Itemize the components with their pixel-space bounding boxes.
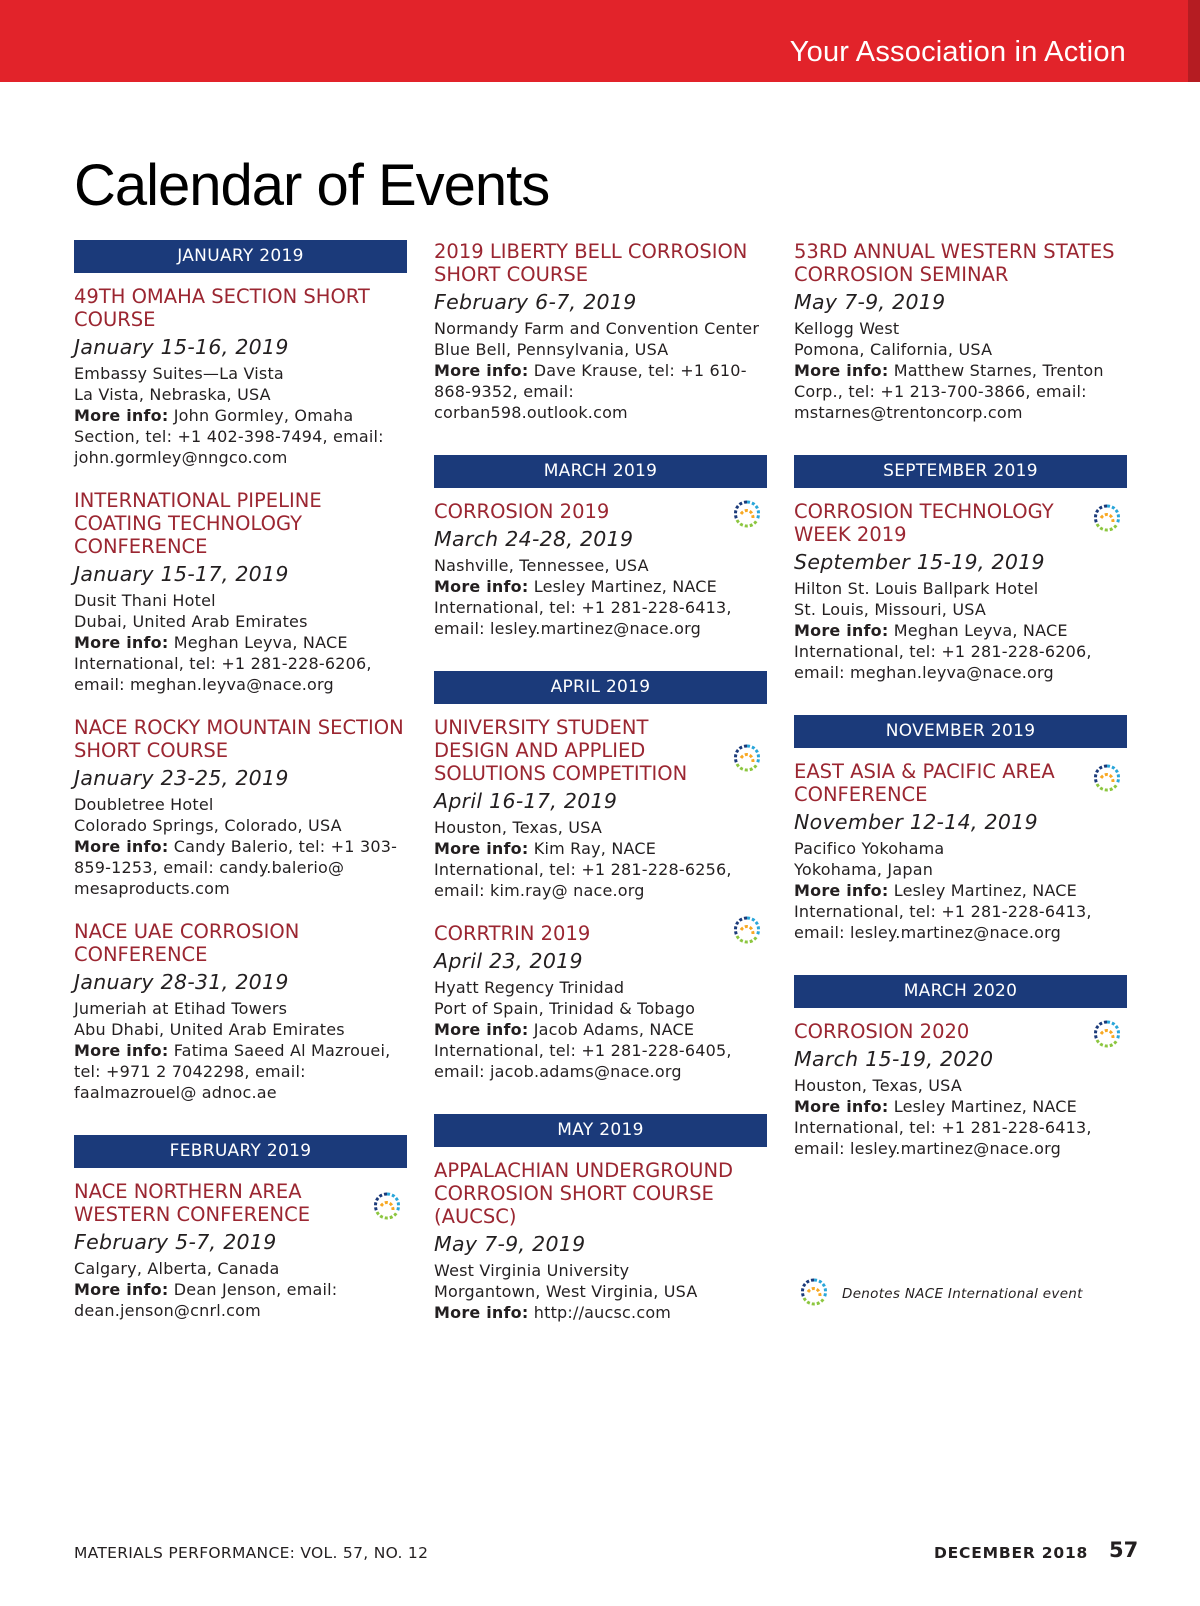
- event-student-design: [434, 716, 767, 901]
- event-title: CORRTRIN 2019: [434, 922, 591, 945]
- event-date: May 7-9, 2019: [434, 1232, 586, 1256]
- event-appalachian: [434, 1159, 767, 1323]
- event-date: January 15-17, 2019: [74, 562, 289, 586]
- event-title: NACE UAE CORROSION CONFERENCE: [74, 920, 300, 966]
- event-title: CORROSION TECHNOLOGY WEEK 2019: [794, 500, 1054, 546]
- section-label: Your Association in Action: [789, 36, 1126, 68]
- more-info-text: Dean Jenson, email: dean.jenson@cnrl.com: [74, 1280, 338, 1320]
- event-city: Calgary, Alberta, Canada: [74, 1259, 280, 1278]
- event-more-info: [794, 1096, 1127, 1159]
- more-info-label: More info:: [74, 1280, 169, 1299]
- event-city: St. Louis, Missouri, USA: [794, 600, 987, 619]
- column-2: [434, 240, 767, 1323]
- header-bar: [0, 0, 1200, 82]
- event-title: APPALACHIAN UNDERGROUND CORROSION SHORT COURSE (AUCSC): [434, 1159, 734, 1228]
- nace-logo-icon: [1087, 502, 1127, 538]
- column-1: [74, 240, 407, 1321]
- month-bar-february-2019: FEBRUARY 2019: [74, 1135, 407, 1168]
- event-liberty-bell: [434, 240, 767, 423]
- event-date: March 15-19, 2020: [794, 1047, 994, 1071]
- event-title: NACE NORTHERN AREA WESTERN CONFERENCE: [74, 1180, 311, 1226]
- more-info-label: More info:: [794, 1097, 889, 1116]
- more-info-text: Fatima Saeed Al Mazrouei, tel: +971 2 7042298, email: faalmazrouel@ adnoc.ae: [74, 1041, 391, 1102]
- event-location: [74, 590, 407, 632]
- event-northern-area: [74, 1180, 407, 1321]
- event-date: April 23, 2019: [434, 949, 583, 973]
- event-location: [434, 817, 767, 838]
- event-corrosion-technology-week: [794, 500, 1127, 683]
- event-title: NACE ROCKY MOUNTAIN SECTION SHORT COURSE: [74, 716, 404, 762]
- legend: [794, 1276, 1083, 1312]
- event-venue: Hilton St. Louis Ballpark Hotel: [794, 579, 1039, 598]
- nace-logo-icon: [1087, 1018, 1127, 1054]
- event-more-info: [434, 1019, 767, 1082]
- event-corrtrin: [434, 922, 767, 1082]
- event-date: February 5-7, 2019: [74, 1230, 277, 1254]
- event-more-info: [74, 632, 407, 695]
- event-more-info: [74, 405, 407, 468]
- more-info-label: More info:: [434, 577, 529, 596]
- more-info-text: Meghan Leyva, NACE International, tel: +1 281-228-6206, email: meghan.leyva@nace.org: [794, 621, 1092, 682]
- event-location: [794, 1075, 1127, 1096]
- footer-issue-date: DECEMBER 2018: [934, 1544, 1089, 1562]
- event-city: Port of Spain, Trinidad & Tobago: [434, 999, 696, 1018]
- event-title: CORROSION 2019: [434, 500, 610, 523]
- more-info-text: John Gormley, Omaha Section, tel: +1 402-398-7494, email: john.gormley@nngco.com: [74, 406, 384, 467]
- event-venue: Doubletree Hotel: [74, 795, 214, 814]
- more-info-label: More info:: [794, 361, 889, 380]
- month-bar-november-2019: NOVEMBER 2019: [794, 715, 1127, 748]
- event-title: 49TH OMAHA SECTION SHORT COURSE: [74, 285, 370, 331]
- event-title: 53RD ANNUAL WESTERN STATES CORROSION SEMINAR: [794, 240, 1115, 286]
- event-venue: Jumeriah at Etihad Towers: [74, 999, 288, 1018]
- month-bar-september-2019: SEPTEMBER 2019: [794, 455, 1127, 488]
- header-bar-edge: [1188, 0, 1200, 82]
- event-venue: Embassy Suites—La Vista: [74, 364, 284, 383]
- event-more-info: [434, 838, 767, 901]
- more-info-label: More info:: [74, 1041, 169, 1060]
- event-title: UNIVERSITY STUDENT DESIGN AND APPLIED SOLUTIONS COMPETITION: [434, 716, 688, 785]
- event-location: [74, 998, 407, 1040]
- more-info-link[interactable]: http://aucsc.com: [533, 1303, 672, 1322]
- event-city: Pomona, California, USA: [794, 340, 993, 359]
- event-rocky-mountain: [74, 716, 407, 899]
- event-corrosion-2020: [794, 1020, 1127, 1159]
- event-location: [434, 977, 767, 1019]
- event-location: [74, 1258, 407, 1279]
- event-location: [794, 318, 1127, 360]
- event-more-info: [794, 880, 1127, 943]
- more-info-text: Lesley Martinez, NACE International, tel: +1 281-228-6413, email: lesley.martinez@nace.org: [794, 1097, 1092, 1158]
- event-more-info: [794, 620, 1127, 683]
- event-more-info: [434, 576, 767, 639]
- event-venue: West Virginia University: [434, 1261, 630, 1280]
- event-venue: Normandy Farm and Convention Center: [434, 319, 760, 338]
- more-info-text: Dave Krause, tel: +1 610-868-9352, email: corban598.outlook.com: [434, 361, 747, 422]
- footer-publication: MATERIALS PERFORMANCE: VOL. 57, NO. 12: [74, 1544, 429, 1562]
- event-title: INTERNATIONAL PIPELINE COATING TECHNOLOGY CONFERENCE: [74, 489, 322, 558]
- event-title: 2019 LIBERTY BELL CORROSION SHORT COURSE: [434, 240, 748, 286]
- event-location: [434, 1260, 767, 1302]
- more-info-text: Meghan Leyva, NACE International, tel: +1 281-228-6206, email: meghan.leyva@nace.org: [74, 633, 372, 694]
- event-corrosion-2019: [434, 500, 767, 639]
- event-city: Abu Dhabi, United Arab Emirates: [74, 1020, 345, 1039]
- month-bar-may-2019: MAY 2019: [434, 1114, 767, 1147]
- event-city: Yokohama, Japan: [794, 860, 934, 879]
- nace-logo-icon: [1087, 762, 1127, 798]
- event-city: Houston, Texas, USA: [434, 818, 602, 837]
- legend-text: Denotes NACE International event: [842, 1286, 1083, 1302]
- column-3: [794, 240, 1127, 1159]
- event-venue: Hyatt Regency Trinidad: [434, 978, 625, 997]
- event-city: Morgantown, West Virginia, USA: [434, 1282, 698, 1301]
- event-date: January 15-16, 2019: [74, 335, 289, 359]
- nace-logo-icon: [727, 914, 767, 950]
- event-venue: Kellogg West: [794, 319, 900, 338]
- page-number: 57: [1109, 1538, 1139, 1562]
- event-pipeline: [74, 489, 407, 695]
- more-info-text: Matthew Starnes, Trenton Corp., tel: +1 213-700-3866, email: mstarnes@trentoncorp.com: [794, 361, 1104, 422]
- event-date: May 7-9, 2019: [794, 290, 946, 314]
- event-more-info: [794, 360, 1127, 423]
- event-western-states: [794, 240, 1127, 423]
- event-city: Dubai, United Arab Emirates: [74, 612, 308, 631]
- event-more-info: [434, 1302, 767, 1323]
- event-venue: Dusit Thani Hotel: [74, 591, 216, 610]
- event-location: [434, 555, 767, 576]
- nace-logo-icon: [727, 498, 767, 534]
- event-more-info: [74, 836, 407, 899]
- more-info-text: Kim Ray, NACE International, tel: +1 281-228-6256, email: kim.ray@ nace.org: [434, 839, 732, 900]
- event-more-info: [434, 360, 767, 423]
- event-location: [794, 838, 1127, 880]
- event-date: September 15-19, 2019: [794, 550, 1045, 574]
- month-bar-april-2019: APRIL 2019: [434, 671, 767, 704]
- more-info-label: More info:: [74, 837, 169, 856]
- more-info-text: Jacob Adams, NACE International, tel: +1 281-228-6405, email: jacob.adams@nace.org: [434, 1020, 732, 1081]
- event-venue: Pacifico Yokohama: [794, 839, 945, 858]
- event-location: [794, 578, 1127, 620]
- event-more-info: [74, 1279, 407, 1321]
- event-date: February 6-7, 2019: [434, 290, 637, 314]
- month-bar-march-2019: MARCH 2019: [434, 455, 767, 488]
- nace-logo-icon: [727, 742, 767, 778]
- event-east-asia-pacific: [794, 760, 1127, 943]
- more-info-label: More info:: [794, 621, 889, 640]
- nace-logo-icon: [367, 1190, 407, 1226]
- more-info-label: More info:: [794, 881, 889, 900]
- month-bar-march-2020: MARCH 2020: [794, 975, 1127, 1008]
- more-info-label: More info:: [74, 633, 169, 652]
- event-date: November 12-14, 2019: [794, 810, 1038, 834]
- more-info-text: Lesley Martinez, NACE International, tel: +1 281-228-6413, email: lesley.martinez@nace.org: [794, 881, 1092, 942]
- event-uae: [74, 920, 407, 1103]
- event-location: [74, 794, 407, 836]
- page-title: Calendar of Events: [74, 153, 550, 218]
- more-info-label: More info:: [434, 1020, 529, 1039]
- event-date: March 24-28, 2019: [434, 527, 634, 551]
- more-info-label: More info:: [434, 839, 529, 858]
- event-more-info: [74, 1040, 407, 1103]
- event-date: January 23-25, 2019: [74, 766, 289, 790]
- event-location: [74, 363, 407, 405]
- event-title: CORROSION 2020: [794, 1020, 970, 1043]
- event-location: [434, 318, 767, 360]
- more-info-text: Lesley Martinez, NACE International, tel: +1 281-228-6413, email: lesley.martinez@nace.org: [434, 577, 732, 638]
- event-city: La Vista, Nebraska, USA: [74, 385, 271, 404]
- nace-logo-icon: [794, 1276, 834, 1312]
- month-bar-january-2019: JANUARY 2019: [74, 240, 407, 273]
- event-city: Nashville, Tennessee, USA: [434, 556, 649, 575]
- event-title: EAST ASIA & PACIFIC AREA CONFERENCE: [794, 760, 1055, 806]
- event-city: Houston, Texas, USA: [794, 1076, 962, 1095]
- event-omaha: [74, 285, 407, 468]
- event-city: Colorado Springs, Colorado, USA: [74, 816, 342, 835]
- more-info-label: More info:: [434, 1303, 529, 1322]
- more-info-label: More info:: [74, 406, 169, 425]
- event-city: Blue Bell, Pennsylvania, USA: [434, 340, 669, 359]
- event-date: January 28-31, 2019: [74, 970, 289, 994]
- more-info-text: Candy Balerio, tel: +1 303-859-1253, email: candy.balerio@ mesaproducts.com: [74, 837, 398, 898]
- event-date: April 16-17, 2019: [434, 789, 618, 813]
- more-info-label: More info:: [434, 361, 529, 380]
